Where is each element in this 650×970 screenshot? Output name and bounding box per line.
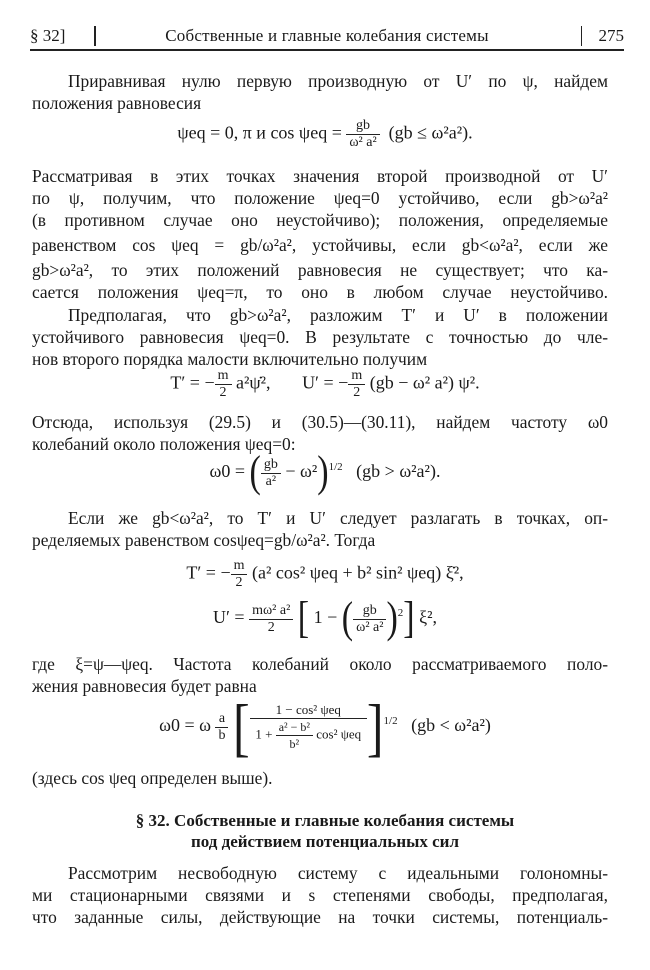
paren-right: ) bbox=[386, 594, 398, 643]
header-section-ref: § 32] bbox=[30, 26, 66, 45]
eq-part: 1 − bbox=[313, 607, 342, 628]
text-line: где ξ=ψ—ψeq. Частота колебаний около рассматриваемого поло- bbox=[32, 654, 608, 674]
text-line: колебаний около положения ψeq=0: bbox=[32, 434, 296, 454]
fraction bbox=[276, 719, 313, 752]
eq-part: cos² ψeq bbox=[316, 726, 362, 742]
fraction bbox=[348, 368, 365, 401]
frac-den: 2 bbox=[353, 385, 361, 400]
text-line: gb>ω²a², то этих положений равновесия не существует; что ка- bbox=[32, 260, 608, 280]
frac-num: gb bbox=[261, 457, 281, 474]
frac-den bbox=[250, 719, 367, 752]
equation-3 bbox=[0, 448, 650, 497]
text-line: жения равновесия будет равна bbox=[32, 676, 257, 696]
page-number: 275 bbox=[598, 26, 624, 45]
fraction bbox=[261, 457, 281, 490]
bracket-left: [ bbox=[232, 690, 250, 764]
text-line: нов второго порядка малости включительно получим bbox=[32, 349, 428, 369]
frac-num: mω² a² bbox=[249, 603, 293, 620]
text-line: Предполагая, что gb>ω²a², разложим T′ и U′ в положении bbox=[68, 305, 608, 325]
fraction bbox=[353, 603, 386, 636]
eq-part: − ω² bbox=[285, 461, 318, 482]
text-line: Приравнивая нулю первую производную от U′ по ψ, найдем bbox=[68, 71, 608, 91]
frac-den: 2 bbox=[219, 385, 227, 400]
eq-part: T′ = bbox=[186, 562, 221, 583]
fraction bbox=[249, 603, 293, 636]
paren-left: ( bbox=[341, 594, 354, 643]
text-line: Рассмотрим несвободную систему с идеальными голономны- bbox=[68, 863, 608, 883]
eq-part: (a² cos² ψeq + b² sin² ψeq) ξ̇², bbox=[251, 562, 464, 583]
equation-5: U′ = $\frac{\text{mω² a²}}{2}$ [ 1 − ( $\frac{gb}{\text{ω² a²}}$ )$^2$] ξ², bbox=[212, 594, 438, 643]
fraction bbox=[231, 558, 248, 591]
frac-den: 2 bbox=[267, 619, 275, 635]
eq-part: 1 + bbox=[255, 726, 276, 742]
fraction bbox=[250, 702, 367, 752]
bracket-right: ] bbox=[403, 594, 415, 643]
text-line: что заданные силы, действующие на точки системы, потенциаль- bbox=[32, 907, 608, 927]
eq-condition: (gb ≤ ω²a²). bbox=[388, 122, 473, 143]
text-line: (здесь cos ψeq определен выше). bbox=[32, 768, 273, 788]
bracket-left: [ bbox=[297, 594, 310, 643]
bracket-right: ] bbox=[366, 690, 384, 764]
frac-num: m bbox=[215, 368, 232, 385]
equation-6 bbox=[0, 690, 650, 764]
text-line: устойчивого равновесия ψeq=0. В результате с точностью до чле- bbox=[32, 327, 608, 347]
eq-part: (gb − ω² a²) ψ². bbox=[369, 372, 480, 393]
eq-part: ξ², bbox=[419, 607, 438, 628]
eq-condition: (gb > ω²a²). bbox=[356, 461, 441, 482]
eq-part: U′ = bbox=[302, 372, 339, 393]
frac-den: ω² a² bbox=[349, 135, 377, 150]
section-heading: § 32. Собственные и главные колебания системы bbox=[135, 811, 515, 830]
frac-num: 1 − cos² ψeq bbox=[250, 702, 367, 719]
section-heading: под действием потенциальных сил bbox=[190, 832, 460, 851]
frac-den: b bbox=[218, 727, 226, 743]
paren-left: ( bbox=[249, 448, 261, 497]
frac-den: 2 bbox=[235, 575, 243, 590]
eq-part: a²ψ̇², bbox=[236, 372, 271, 393]
exponent: 1/2 bbox=[328, 461, 343, 474]
frac-den: a² bbox=[265, 473, 277, 489]
frac-num: gb bbox=[346, 118, 379, 135]
paren-right: ) bbox=[317, 448, 329, 497]
frac-num: m bbox=[231, 558, 248, 575]
fraction bbox=[215, 368, 232, 401]
frac-num: gb bbox=[353, 603, 386, 620]
header-rule bbox=[30, 49, 624, 51]
eq-part: ψeq = 0, π и cos ψeq = bbox=[177, 122, 347, 143]
eq-part: ω0 = bbox=[209, 461, 250, 482]
equation-2: T′ = − $\frac{m}{2}$ a²ψ̇², U′ = − $\frac{m}{2}$ (gb − ω² a²) ψ². bbox=[170, 368, 480, 400]
running-header bbox=[30, 26, 624, 48]
frac-num: a² − b² bbox=[276, 719, 313, 736]
text-line: по ψ, получим, что положение ψeq=0 устойчиво, если gb>ω²a² bbox=[32, 188, 608, 208]
header-divider bbox=[581, 26, 583, 46]
frac-den: ω² a² bbox=[356, 619, 384, 635]
eq-part: T′ = bbox=[170, 372, 205, 393]
equation-1 bbox=[0, 118, 650, 151]
eq-part: U′ = bbox=[212, 607, 250, 628]
frac-den: b² bbox=[289, 737, 300, 751]
text-line: сается положения ψeq=π, то оно в любом случае неустойчиво. bbox=[32, 282, 608, 302]
header-title: Собственные и главные колебания системы bbox=[165, 26, 489, 45]
eq-condition: (gb < ω²a²) bbox=[411, 715, 491, 736]
text-line: Отсюда, используя (29.5) и (30.5)—(30.11), найдем частоту ω0 bbox=[32, 412, 608, 432]
text-line: Если же gb<ω²a², то T′ и U′ следует разлагать в точках, оп- bbox=[68, 508, 608, 528]
text-line: равенством cos ψeq = gb/ω²a², устойчивы, если gb<ω²a², если же bbox=[32, 235, 608, 255]
frac-num: m bbox=[348, 368, 365, 385]
text-line: ределяемых равенством cosψeq=gb/ω²a². Тогда bbox=[32, 530, 376, 550]
text-line: Рассматривая в этих точках значения второй производной от U′ bbox=[32, 166, 608, 186]
frac-num: a bbox=[215, 711, 228, 728]
eq-part: ω0 = ω bbox=[159, 715, 211, 736]
text-line: положения равновесия bbox=[32, 93, 202, 113]
text-line: ми стационарными связями и s степенями свободы, предполагая, bbox=[32, 885, 608, 905]
exponent: 1/2 bbox=[383, 715, 398, 728]
fraction bbox=[215, 711, 228, 744]
equation-4: T′ = − $\frac{m}{2}$ (a² cos² ψeq + b² sin² ψeq) ξ̇², bbox=[186, 558, 464, 590]
text-line: (в противном случае оно неустойчиво); положения, определяемые bbox=[32, 210, 608, 230]
fraction bbox=[346, 118, 379, 151]
